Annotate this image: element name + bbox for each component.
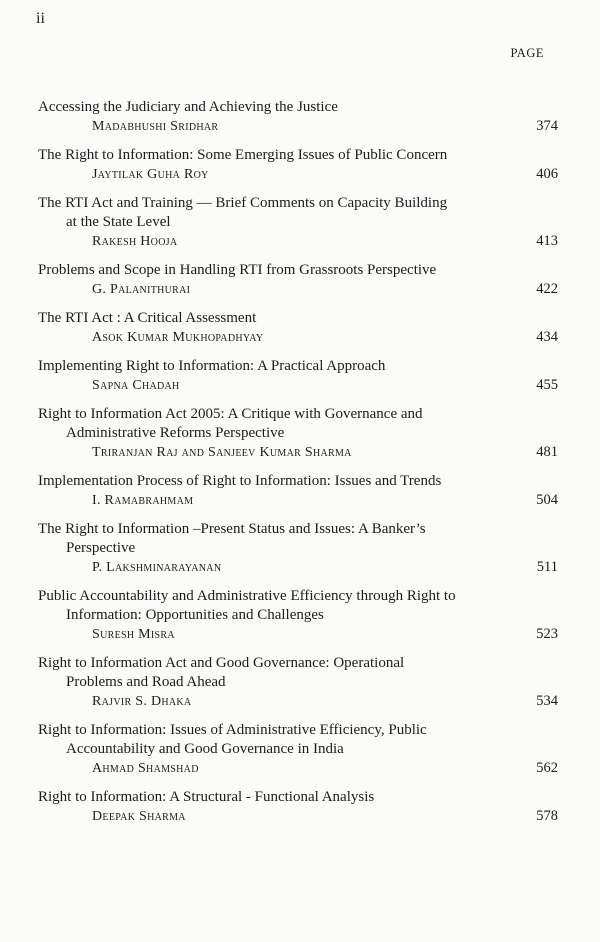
toc-entry-author: G. Palanithurai [92,282,191,297]
toc-entry-title-continuation: Administrative Reforms Perspective [66,425,285,441]
toc-entry-title [38,788,558,807]
toc-entry [38,309,558,347]
toc-entry [38,520,558,577]
toc-entry-page-number: 455 [536,377,558,393]
toc-entry [38,146,558,184]
toc-entry [38,357,558,395]
toc-entry-author: Ahmad Shamshad [92,761,199,776]
toc-entry-page-number: 374 [536,118,558,134]
toc-entry-title-text: Implementing Right to Information: A Practical Approach [38,358,386,374]
toc-entry-title-continuation: Accountability and Good Governance in India [66,741,344,757]
toc-entry-page-number: 504 [536,492,558,508]
folio-number: ii [36,10,45,27]
toc-entry-page-number: 562 [536,760,558,776]
toc-entry-page-number: 481 [536,444,558,460]
toc-entry-author: Madabhushi Sridhar [92,119,219,134]
toc-entry-title-text: Problems and Scope in Handling RTI from Grassroots Perspective [38,262,437,278]
toc-entry-title-text: The RTI Act and Training — Brief Comments on Capacity Building [38,195,448,211]
toc-entry-author: Deepak Sharma [92,809,186,824]
toc-entry-page-number: 434 [536,329,558,345]
toc-entry-title-continuation: Perspective [66,540,136,556]
toc-entry [38,472,558,510]
toc-entry-page-number: 422 [536,281,558,297]
toc-entry-title-continuation: at the State Level [66,214,171,230]
toc-entry [38,654,558,711]
toc-entry-title [38,194,558,232]
toc-entry-author: Sapna Chadah [92,378,180,393]
toc-entry-page-number: 534 [536,693,558,709]
toc-entry [38,194,558,251]
toc-entry [38,587,558,644]
toc-entry [38,405,558,462]
toc-entry-title [38,261,558,280]
toc-entry-author: P. Lakshminarayanan [92,560,222,575]
toc-entry-author: Asok Kumar Mukhopadhyay [92,330,264,345]
toc-entry-title-text: The Right to Information –Present Status and Issues: A Banker’s [38,521,426,537]
toc-entry-title-text: Right to Information: Issues of Administrative Efficiency, Public [38,722,427,738]
toc-entry [38,98,558,136]
toc-entry-title-text: Right to Information: A Structural - Functional Analysis [38,789,375,805]
toc-entry-title [38,654,558,692]
toc-entry-title [38,587,558,625]
toc-entry [38,721,558,778]
toc-entry-title-continuation: Problems and Road Ahead [66,674,226,690]
page-column-header: PAGE [510,46,544,60]
toc-entry-page-number: 511 [536,559,558,575]
toc-entry-title-text: The RTI Act : A Critical Assessment [38,310,257,326]
toc-entry-author: Jaytilak Guha Roy [92,167,209,182]
toc-entry-title [38,721,558,759]
toc-entry-title-continuation: Information: Opportunities and Challenges [66,607,324,623]
toc-entry-title-text: Public Accountability and Administrative Efficiency through Right to [38,588,456,604]
toc-entry-title [38,309,558,328]
toc-entry-page-number: 413 [536,233,558,249]
toc-entry-title [38,146,558,165]
toc-entry-page-number: 406 [536,166,558,182]
toc-entry-title-text: Right to Information Act 2005: A Critique with Governance and [38,406,423,422]
toc-entry-title-text: Implementation Process of Right to Information: Issues and Trends [38,473,442,489]
toc-entry-page-number: 578 [536,808,558,824]
toc-entry-title [38,520,558,558]
toc-entry [38,261,558,299]
toc-entry-author: Triranjan Raj and Sanjeev Kumar Sharma [92,445,352,460]
toc-entry-title-text: The Right to Information: Some Emerging Issues of Public Concern [38,147,448,163]
toc-entry-title [38,357,558,376]
toc-entry-page-number: 523 [536,626,558,642]
toc-entry [38,788,558,826]
table-of-contents [38,98,558,836]
toc-entry-author: Rajvir S. Dhaka [92,694,192,709]
toc-entry-author: Suresh Misra [92,627,175,642]
toc-entry-author: Rakesh Hooja [92,234,178,249]
toc-entry-title [38,405,558,443]
toc-entry-title-text: Right to Information Act and Good Governance: Operational [38,655,405,671]
toc-entry-author: I. Ramabrahmam [92,493,194,508]
toc-entry-title-text: Accessing the Judiciary and Achieving the Justice [38,99,338,115]
toc-entry-title [38,98,558,117]
toc-entry-title [38,472,558,491]
